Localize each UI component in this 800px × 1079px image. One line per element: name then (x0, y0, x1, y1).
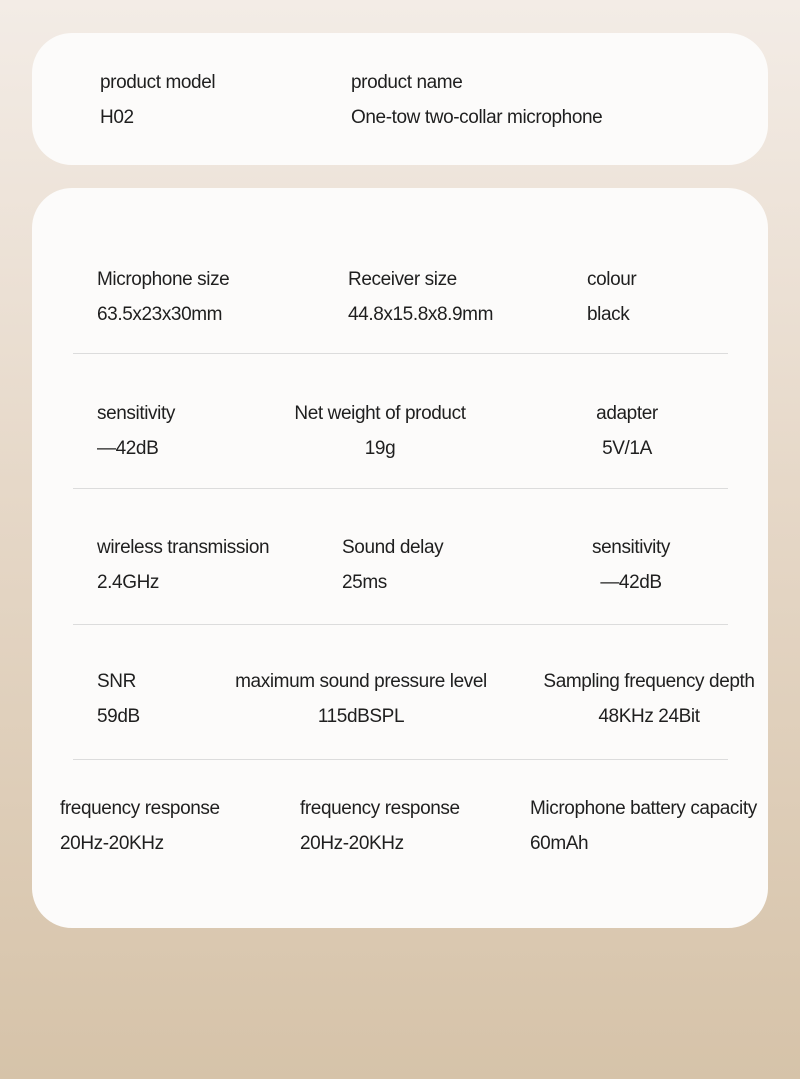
product-model-label: product model (100, 72, 216, 93)
spec-sampling-frequency (539, 671, 759, 728)
row-divider (73, 488, 728, 489)
spec-battery-capacity (530, 798, 757, 855)
spec-frequency-response-2 (300, 798, 460, 855)
spec-value: 2.4GHz (97, 572, 160, 593)
product-name-value: One-tow two-collar microphone (351, 107, 603, 128)
specifications-card (32, 188, 768, 928)
spec-value: 44.8x15.8x8.9mm (348, 304, 494, 325)
spec-value: 48KHz 24Bit (598, 706, 700, 727)
spec-value: 59dB (97, 706, 140, 727)
spec-label: SNR (97, 671, 136, 692)
spec-adapter (593, 403, 661, 460)
spec-microphone-size (97, 269, 229, 326)
spec-label: frequency response (300, 798, 460, 819)
spec-label: maximum sound pressure level (235, 671, 487, 692)
spec-value: 19g (364, 438, 396, 459)
spec-label: Microphone size (97, 269, 230, 290)
spec-value: 5V/1A (602, 438, 652, 459)
spec-label: Microphone battery capacity (530, 798, 757, 819)
spec-label: wireless transmission (97, 537, 270, 558)
spec-sensitivity-2 (590, 537, 672, 594)
spec-value: 20Hz-20KHz (300, 833, 404, 854)
spec-label: Net weight of product (294, 403, 466, 424)
row-divider (73, 624, 728, 625)
spec-value: —42dB (600, 572, 662, 593)
spec-label: Sampling frequency depth (543, 671, 755, 692)
spec-value: —42dB (97, 438, 159, 459)
spec-wireless-transmission (97, 537, 269, 594)
product-model-cell (100, 72, 215, 129)
spec-max-spl (232, 671, 490, 728)
spec-snr (97, 671, 140, 728)
spec-net-weight (290, 403, 470, 460)
spec-value: 63.5x23x30mm (97, 304, 223, 325)
spec-value: 25ms (342, 572, 387, 593)
spec-label: frequency response (60, 798, 220, 819)
row-divider (73, 353, 728, 354)
spec-value: 60mAh (530, 833, 589, 854)
spec-label: Receiver size (348, 269, 457, 290)
spec-value: black (587, 304, 630, 325)
spec-receiver-size (348, 269, 493, 326)
spec-label: sensitivity (97, 403, 175, 424)
spec-frequency-response (60, 798, 220, 855)
product-name-cell (351, 72, 602, 129)
spec-colour (587, 269, 636, 326)
product-model-value: H02 (100, 107, 134, 128)
product-name-label: product name (351, 72, 463, 93)
spec-label: colour (587, 269, 637, 290)
spec-value: 115dBSPL (317, 706, 405, 727)
product-info-card (32, 33, 768, 165)
spec-label: adapter (596, 403, 658, 424)
row-divider (73, 759, 728, 760)
spec-sound-delay (342, 537, 443, 594)
spec-sensitivity (97, 403, 175, 460)
spec-label: sensitivity (592, 537, 670, 558)
spec-value: 20Hz-20KHz (60, 833, 164, 854)
spec-label: Sound delay (342, 537, 444, 558)
